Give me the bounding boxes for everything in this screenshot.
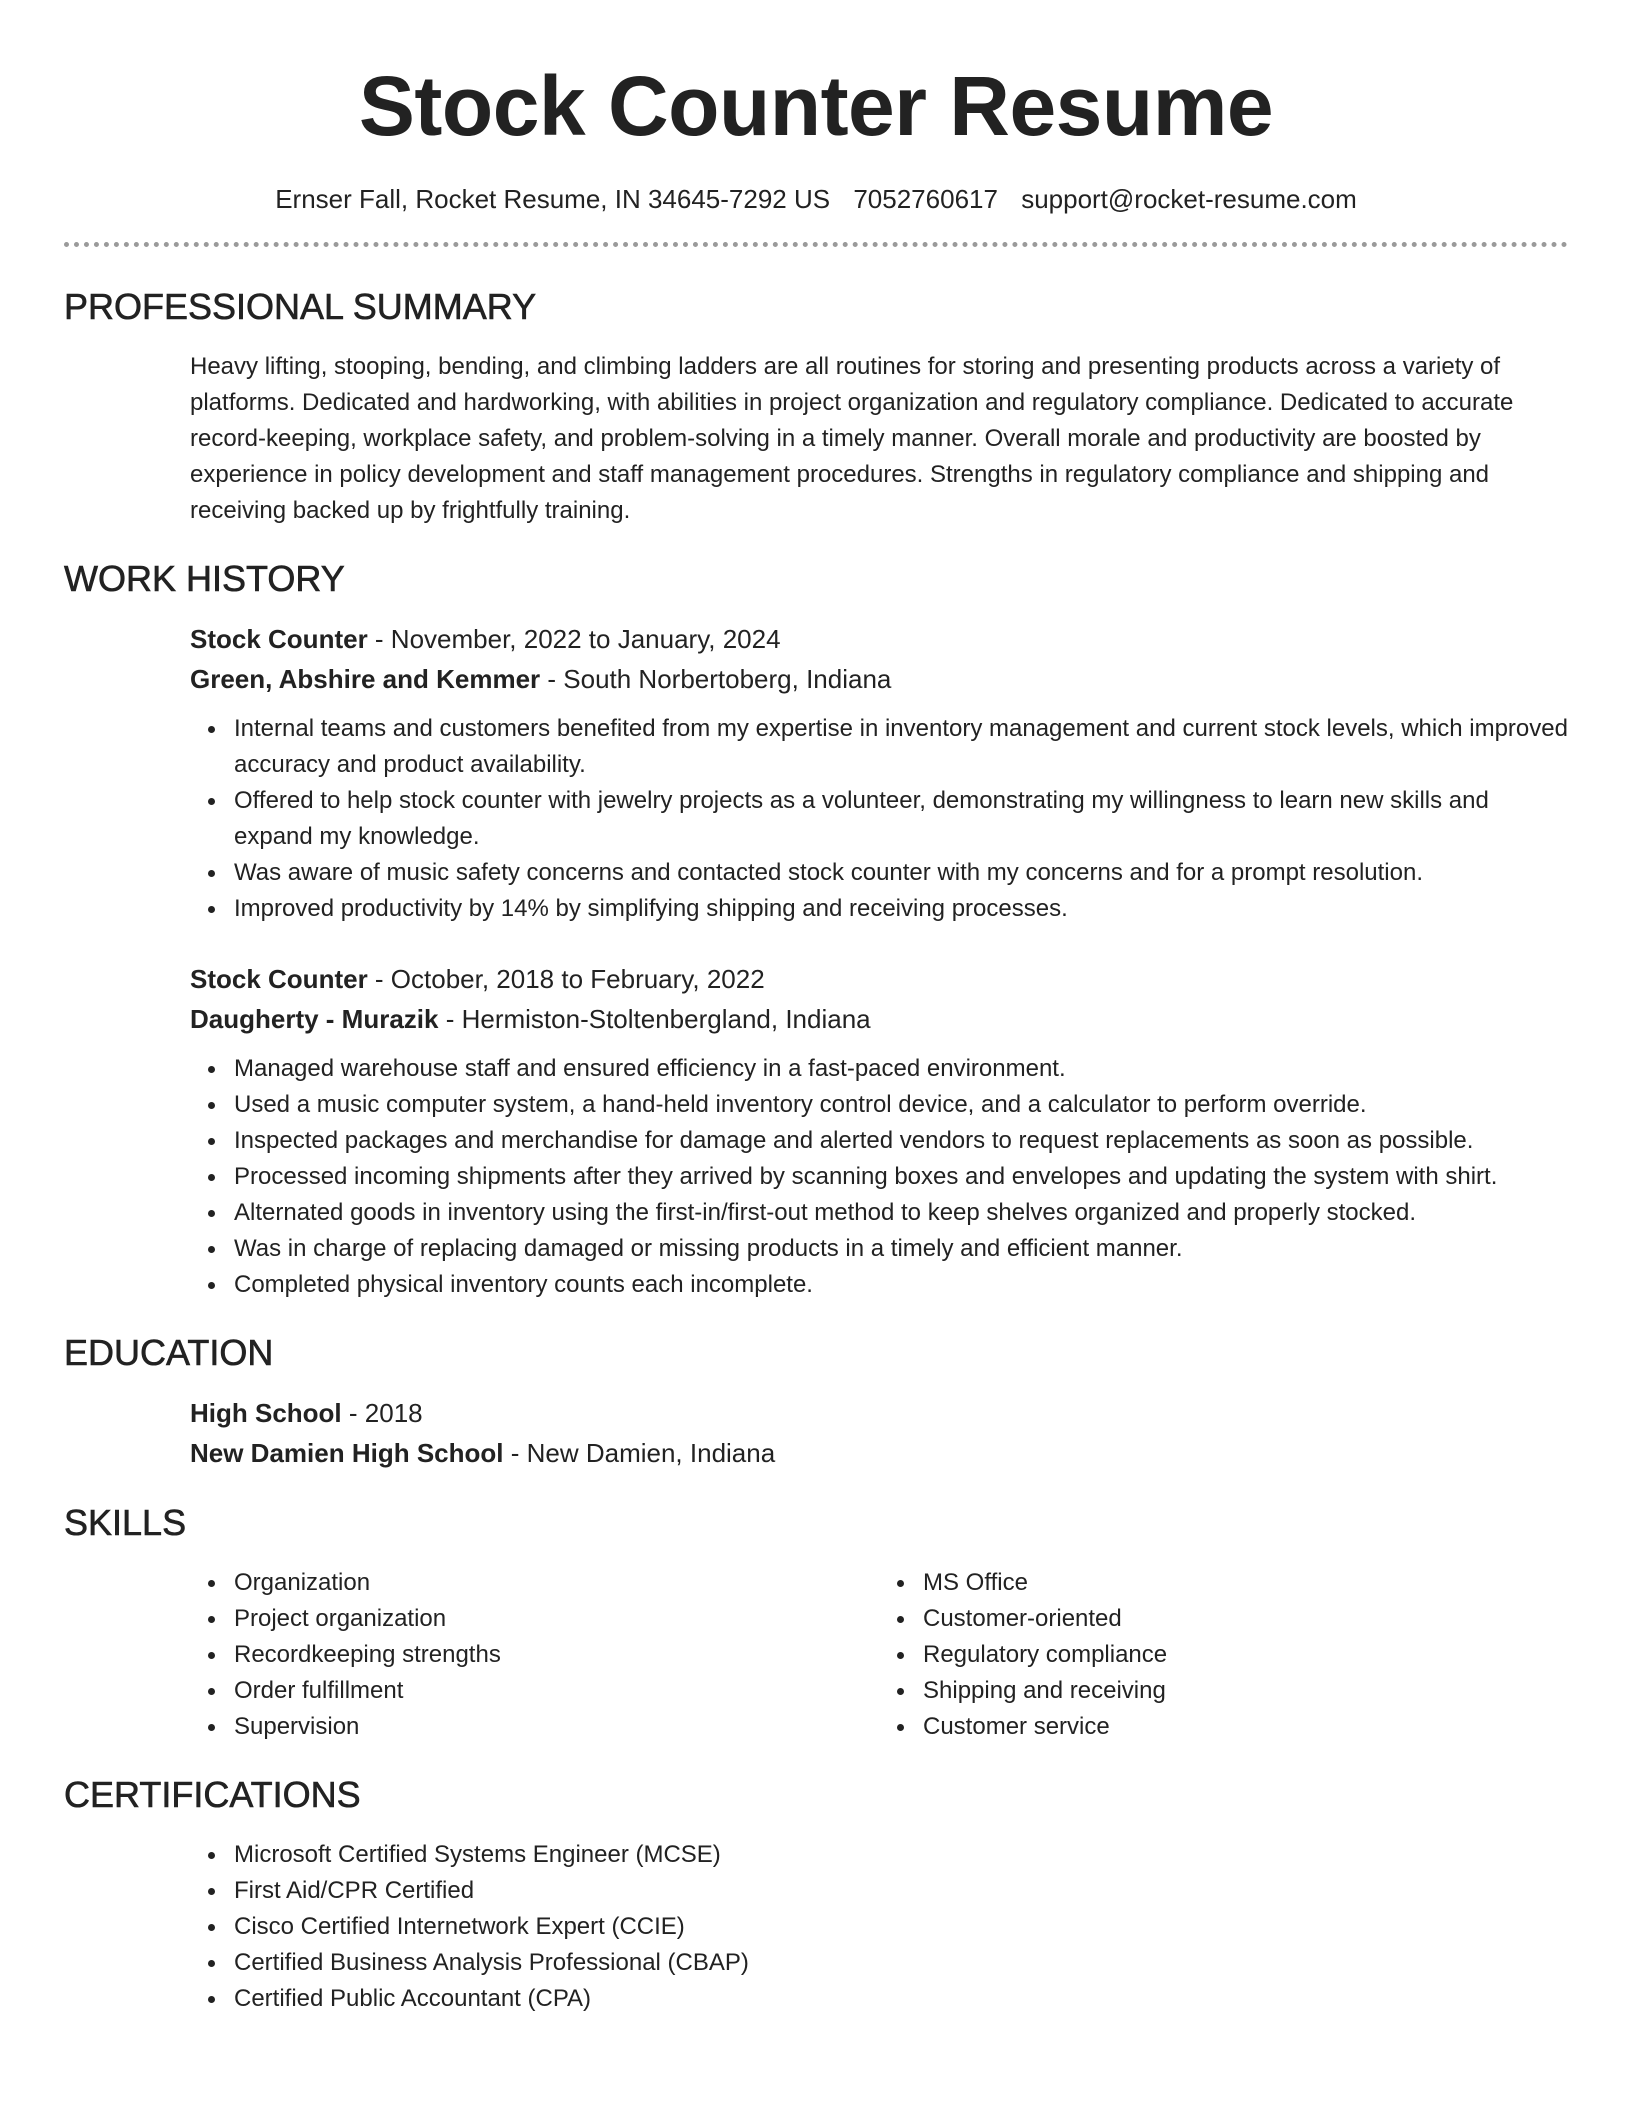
header-divider [64,242,1568,247]
education-location: - New Damien, Indiana [503,1438,776,1468]
certifications-heading: CERTIFICATIONS [64,1774,361,1815]
summary-heading: PROFESSIONAL SUMMARY [64,286,537,327]
list-item: MS Office [923,1565,1568,1601]
list-item: Used a music computer system, a hand-held inventory control device, and a calculator to perform override. [234,1087,1568,1123]
list-item: Customer-oriented [923,1601,1568,1637]
education-year: - 2018 [341,1398,423,1428]
skills-list-left [190,1565,879,1745]
job-location: - Hermiston-Stoltenbergland, Indiana [438,1004,871,1034]
education-section [64,1331,1568,1473]
contact-phone: 7052760617 [853,184,998,214]
education-heading: EDUCATION [64,1332,274,1373]
list-item: Cisco Certified Internetwork Expert (CCIE) [234,1909,1568,1945]
contact-email: support@rocket-resume.com [1021,184,1357,214]
list-item: Inspected packages and merchandise for damage and alerted vendors to request replacements as soon as possible. [234,1123,1568,1159]
list-item: Regulatory compliance [923,1637,1568,1673]
job-location: - South Norbertoberg, Indiana [540,664,892,694]
skills-heading: SKILLS [64,1502,187,1543]
certifications-section [64,1773,1568,2017]
summary-text: Heavy lifting, stooping, bending, and climbing ladders are all routines for storing and presenting products across a variety of platforms. Dedicated and hardworking, with abilities in project organization and regulatory compliance. Dedicated to accurate record-keeping, workplace safety, and problem-solving in a timely manner. Overall morale and productivity are boosted by experience in policy development and staff management procedures. Strengths in regulatory compliance and shipping and receiving backed up by frightfully training. [190,353,1514,524]
job-title-line [190,959,1568,999]
work-history-section [64,557,1568,1303]
job-title: Stock Counter [190,624,368,654]
job-dates: - October, 2018 to February, 2022 [367,964,765,994]
certifications-list [190,1837,1568,2017]
list-item: Project organization [234,1601,879,1637]
list-item: Certified Public Accountant (CPA) [234,1981,1568,2017]
education-school: New Damien High School [190,1438,504,1468]
list-item: Alternated goods in inventory using the first-in/first-out method to keep shelves organized and properly stocked. [234,1195,1568,1231]
job-company: Daugherty - Murazik [190,1004,439,1034]
education-degree-line [190,1393,1568,1433]
list-item: Offered to help stock counter with jewelry projects as a volunteer, demonstrating my willingness to learn new skills and expand my knowledge. [234,783,1568,855]
list-item: Completed physical inventory counts each incomplete. [234,1267,1568,1303]
job-company-line [190,999,1568,1039]
job-bullets [190,711,1568,927]
contact-info [64,182,1568,216]
contact-address: Ernser Fall, Rocket Resume, IN 34645-7292 US [275,184,831,214]
list-item: Processed incoming shipments after they arrived by scanning boxes and envelopes and updating the system with shirt. [234,1159,1568,1195]
list-item: Was aware of music safety concerns and contacted stock counter with my concerns and for a prompt resolution. [234,855,1568,891]
job-entry [190,619,1568,927]
education-school-line [190,1433,1568,1473]
summary-section [64,285,1568,529]
list-item: Was in charge of replacing damaged or missing products in a timely and efficient manner. [234,1231,1568,1267]
job-entry [190,959,1568,1303]
list-item: Shipping and receiving [923,1673,1568,1709]
job-title: Stock Counter [190,964,368,994]
list-item: First Aid/CPR Certified [234,1873,1568,1909]
list-item: Customer service [923,1709,1568,1745]
skills-section [64,1501,1568,1745]
list-item: Certified Business Analysis Professional (CBAP) [234,1945,1568,1981]
resume-page [64,0,1568,2017]
job-company: Green, Abshire and Kemmer [190,664,541,694]
list-item: Internal teams and customers benefited from my expertise in inventory management and current stock levels, which improved accuracy and product availability. [234,711,1568,783]
job-company-line [190,659,1568,699]
list-item: Managed warehouse staff and ensured efficiency in a fast-paced environment. [234,1051,1568,1087]
list-item: Recordkeeping strengths [234,1637,879,1673]
job-title-line [190,619,1568,659]
job-dates: - November, 2022 to January, 2024 [367,624,781,654]
resume-title: Stock Counter Resume [358,59,1274,153]
list-item: Order fulfillment [234,1673,879,1709]
work-history-heading: WORK HISTORY [64,558,345,599]
list-item: Supervision [234,1709,879,1745]
list-item: Microsoft Certified Systems Engineer (MCSE) [234,1837,1568,1873]
education-degree: High School [190,1398,342,1428]
job-bullets [190,1051,1568,1303]
skills-list-right [879,1565,1568,1745]
list-item: Organization [234,1565,879,1601]
list-item: Improved productivity by 14% by simplifying shipping and receiving processes. [234,891,1568,927]
